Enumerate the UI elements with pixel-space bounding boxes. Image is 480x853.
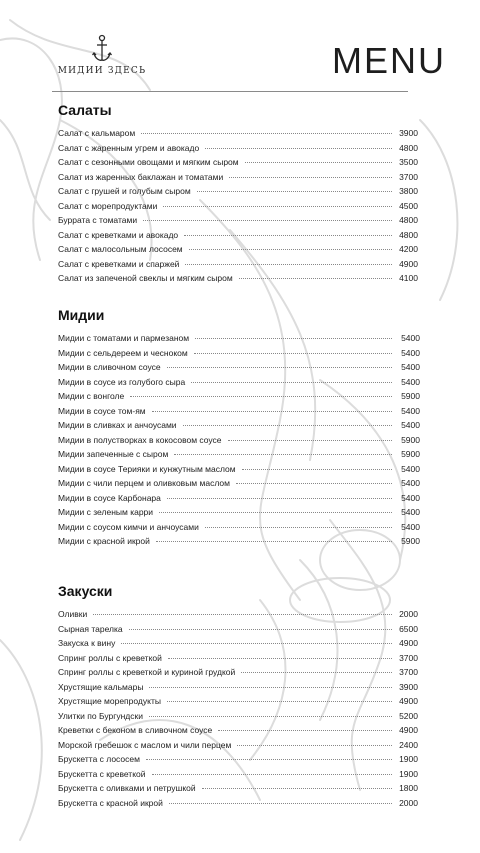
- menu-item: [58, 435, 420, 450]
- menu-item-name: Хрустящие кальмары: [58, 681, 144, 692]
- dot-leader: [152, 774, 393, 775]
- menu-item-price: 1900: [399, 768, 418, 779]
- menu-item-name: Мидии с вонголе: [58, 391, 125, 401]
- dot-leader: [205, 148, 392, 149]
- menu-item: [58, 143, 418, 158]
- dot-leader: [163, 206, 392, 207]
- menu-item: [58, 406, 420, 421]
- menu-item: [58, 201, 418, 216]
- dot-leader: [121, 643, 392, 644]
- menu-item-price: 3700: [399, 171, 418, 182]
- menu-item-price: 5400: [401, 333, 420, 343]
- menu-item-price: 2000: [399, 609, 418, 619]
- dot-leader: [169, 803, 392, 804]
- menu-item: [58, 638, 418, 653]
- dot-leader: [202, 788, 392, 789]
- menu-list: [58, 333, 420, 551]
- dot-leader: [152, 411, 392, 412]
- menu-item-name: Салат с сезонными овощами и мягким сыром: [58, 157, 239, 167]
- menu-item: [58, 798, 418, 813]
- dot-leader: [146, 759, 392, 760]
- menu-item-price: 3900: [399, 128, 418, 138]
- dot-leader: [183, 425, 392, 426]
- menu-item-price: 4800: [399, 215, 418, 225]
- dot-leader: [141, 133, 392, 134]
- menu-item: [58, 391, 420, 406]
- menu-item-price: 5400: [401, 362, 420, 372]
- menu-item-price: 5400: [401, 376, 420, 387]
- menu-item-name: Креветки с беконом в сливочном соусе: [58, 725, 213, 735]
- menu-item: [58, 186, 418, 201]
- menu-item-name: Мидии в сливках и анчоусами: [58, 420, 177, 430]
- menu-item-name: Мидии с зеленым карри: [58, 507, 154, 517]
- dot-leader: [184, 235, 392, 236]
- menu-item: [58, 172, 418, 187]
- menu-item-price: 5400: [401, 463, 420, 474]
- menu-item-price: 1800: [399, 783, 418, 793]
- section-title: Мидии: [58, 307, 105, 323]
- menu-item-price: 3700: [399, 667, 418, 677]
- menu-item-name: Брускетта с креветкой: [58, 768, 146, 779]
- menu-item-name: Мидии запеченные с сыром: [58, 449, 169, 459]
- dot-leader: [218, 730, 392, 731]
- menu-item-name: Закуска к вину: [58, 638, 116, 648]
- menu-item: [58, 711, 418, 726]
- menu-item: [58, 464, 420, 479]
- menu-item-name: Салат с морепродуктами: [58, 200, 158, 211]
- menu-item: [58, 273, 418, 288]
- menu-item: [58, 667, 418, 682]
- menu-item-price: 4900: [399, 258, 418, 269]
- dot-leader: [191, 382, 392, 383]
- menu-item-name: Улитки по Бургундски: [58, 710, 143, 721]
- menu-item-price: 2400: [399, 739, 418, 750]
- menu-item-price: 4900: [399, 638, 418, 648]
- dot-leader: [239, 278, 392, 279]
- menu-item-name: Брускетта с лососем: [58, 754, 140, 764]
- menu-item-name: Мидии с красной икрой: [58, 536, 150, 546]
- section-title: Салаты: [58, 102, 112, 118]
- dot-leader: [205, 527, 392, 528]
- menu-item-price: 5400: [401, 478, 420, 488]
- dot-leader: [194, 353, 392, 354]
- menu-item: [58, 348, 420, 363]
- menu-item-name: Мидии в сливочном соусе: [58, 362, 161, 372]
- menu-item: [58, 478, 420, 493]
- brand-logo[interactable]: [52, 34, 152, 76]
- menu-item: [58, 696, 418, 711]
- section-mussels: [58, 307, 420, 551]
- menu-item-price: 4800: [399, 142, 418, 153]
- menu-item: [58, 449, 420, 464]
- dot-leader: [167, 701, 392, 702]
- menu-item-price: 5900: [401, 536, 420, 546]
- menu-item-price: 4900: [399, 696, 418, 706]
- menu-item-name: Салат с жаренным угрем и авокадо: [58, 142, 200, 153]
- menu-item: [58, 377, 420, 392]
- dot-leader: [156, 541, 392, 542]
- menu-list: [58, 128, 418, 288]
- menu-item-name: Салат с креветками и авокадо: [58, 229, 179, 240]
- menu-item: [58, 259, 418, 274]
- section-snacks: [58, 583, 418, 812]
- dot-leader: [237, 745, 392, 746]
- menu-item: [58, 230, 418, 245]
- menu-item-name: Брускетта с оливками и петрушкой: [58, 783, 196, 793]
- menu-item-name: Салат с малосольным лососем: [58, 244, 183, 254]
- dot-leader: [149, 716, 392, 717]
- menu-item-name: Мидии в полустворках в кокосовом соусе: [58, 434, 222, 445]
- menu-item-price: 4200: [399, 244, 418, 254]
- menu-item-price: 5400: [401, 405, 420, 416]
- menu-item-price: 4100: [399, 273, 418, 283]
- menu-item: [58, 609, 418, 624]
- dot-leader: [168, 658, 392, 659]
- menu-item-name: Брускетта с красной икрой: [58, 797, 163, 808]
- dot-leader: [167, 367, 392, 368]
- menu-item-name: Морской гребешок с маслом и чили перцем: [58, 739, 232, 750]
- menu-item: [58, 333, 420, 348]
- menu-item: [58, 507, 420, 522]
- menu-item-name: Мидии в соусе том-ям: [58, 405, 146, 416]
- dot-leader: [159, 512, 392, 513]
- menu-item: [58, 725, 418, 740]
- menu-item: [58, 769, 418, 784]
- menu-item: [58, 783, 418, 798]
- menu-item: [58, 682, 418, 697]
- menu-item-price: 4900: [399, 725, 418, 735]
- menu-item: [58, 420, 420, 435]
- menu-item-price: 5900: [401, 391, 420, 401]
- menu-item: [58, 624, 418, 639]
- menu-item: [58, 157, 418, 172]
- menu-item-price: 3700: [399, 652, 418, 663]
- dot-leader: [228, 440, 392, 441]
- menu-item: [58, 215, 418, 230]
- menu-item-name: Мидии с томатами и пармезаном: [58, 333, 190, 343]
- dot-leader: [189, 249, 392, 250]
- menu-item-price: 5400: [401, 347, 420, 358]
- menu-item: [58, 244, 418, 259]
- menu-item-name: Мидии с соусом кимчи и анчоусами: [58, 521, 199, 532]
- dot-leader: [174, 454, 392, 455]
- menu-item: [58, 128, 418, 143]
- menu-item-price: 5200: [399, 710, 418, 721]
- menu-item-price: 5400: [401, 507, 420, 517]
- dot-leader: [241, 672, 392, 673]
- menu-item-name: Спринг роллы с креветкой: [58, 652, 162, 663]
- menu-item-name: Мидии в соусе Терияки и кунжутным маслом: [58, 463, 236, 474]
- dot-leader: [149, 687, 392, 688]
- menu-item-price: 1900: [399, 754, 418, 764]
- menu-item-price: 5900: [401, 449, 420, 459]
- menu-item-price: 5400: [401, 521, 420, 532]
- menu-item-price: 4800: [399, 229, 418, 240]
- dot-leader: [93, 614, 392, 615]
- menu-item-name: Оливки: [58, 609, 88, 619]
- menu-item-name: Хрустящие морепродукты: [58, 696, 161, 706]
- menu-item: [58, 522, 420, 537]
- menu-item-name: Мидии с сельдереем и чесноком: [58, 347, 188, 358]
- menu-item: [58, 536, 420, 551]
- menu-item-price: 3900: [399, 681, 418, 692]
- menu-item-name: Мидии в соусе из голубого сыра: [58, 376, 186, 387]
- section-title: Закуски: [58, 583, 113, 599]
- menu-item-name: Сырная тарелка: [58, 623, 123, 634]
- menu-item-name: Буррата с томатами: [58, 215, 138, 225]
- menu-item-price: 2000: [399, 797, 418, 808]
- page-title: MENU: [332, 40, 446, 81]
- menu-item-price: 5400: [401, 492, 420, 503]
- menu-item-name: Салат с кальмаром: [58, 128, 136, 138]
- menu-list: [58, 609, 418, 812]
- menu-item-price: 3800: [399, 186, 418, 196]
- brand-name: МИДИИ ЗДЕСЬ: [57, 66, 147, 76]
- menu-item-price: 3500: [399, 157, 418, 167]
- menu-item-name: Салат с креветками и спаржей: [58, 258, 180, 269]
- menu-item-name: Салат из жаренных баклажан и томатами: [58, 171, 224, 182]
- menu-item: [58, 493, 420, 508]
- menu-item: [58, 740, 418, 755]
- menu-item-name: Спринг роллы с креветкой и куриной грудкой: [58, 667, 236, 677]
- menu-item: [58, 362, 420, 377]
- section-salads: [58, 102, 418, 288]
- header-divider: [52, 91, 408, 92]
- menu-item-name: Мидии с чили перцем и оливковым маслом: [58, 478, 230, 488]
- menu-item: [58, 653, 418, 668]
- dot-leader: [130, 396, 392, 397]
- dot-leader: [197, 191, 392, 192]
- dot-leader: [129, 629, 392, 630]
- dot-leader: [245, 162, 392, 163]
- dot-leader: [195, 338, 392, 339]
- anchor-icon: [92, 34, 112, 64]
- menu-item: [58, 754, 418, 769]
- dot-leader: [242, 469, 392, 470]
- dot-leader: [167, 498, 392, 499]
- menu-item-price: 4500: [399, 200, 418, 211]
- dot-leader: [229, 177, 392, 178]
- menu-item-price: 5900: [401, 434, 420, 445]
- menu-item-price: 5400: [401, 420, 420, 430]
- dot-leader: [143, 220, 392, 221]
- menu-item-name: Салат из запеченой свеклы и мягким сыром: [58, 273, 233, 283]
- dot-leader: [236, 483, 392, 484]
- dot-leader: [185, 264, 392, 265]
- menu-item-name: Мидии в соусе Карбонара: [58, 492, 161, 503]
- menu-item-price: 6500: [399, 623, 418, 634]
- menu-item-name: Салат с грушей и голубым сыром: [58, 186, 191, 196]
